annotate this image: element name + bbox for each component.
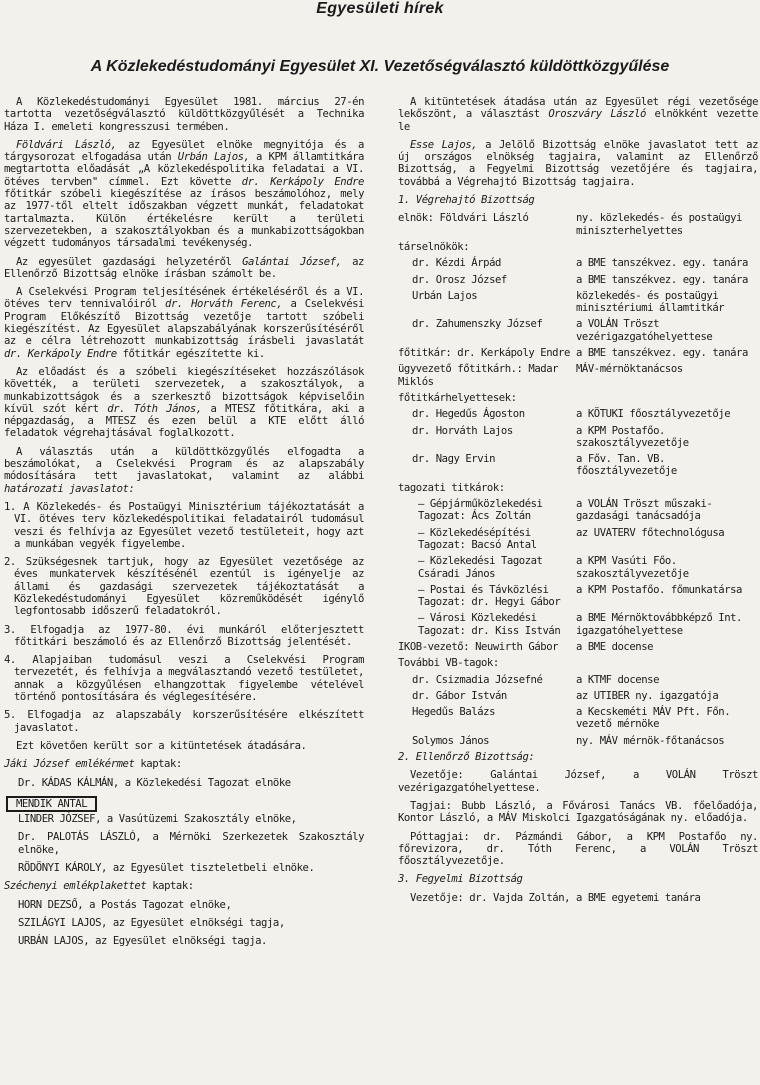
text-run: kaptak: [134,758,182,771]
vb-member-name: IKOB-vezető: Neuwirth Gábor [398,640,559,653]
vb-member-name: — Közlekedésépítési Tagozat: Bacsó Antal [418,526,537,551]
szechenyi-heading [4,880,364,892]
eb-heading: 2. Ellenőrző Bizottság: [398,751,535,764]
vb-member-role: ny. MÁV mérnök-főtanácsos [576,734,725,747]
vb-row [398,527,758,552]
vb-row [398,482,758,494]
vb-member-name: — Postai és Távközlési Tagozat: dr. Hegyi Gábor [418,583,561,609]
list-item: 4. Alapjaiban tudomásul veszi a Cselekvési Program tervezetét, és felhívja a megválasztandó vezető testületet, annak a közgyűlésen elhangzottak figyelembe vételével történő pontosítására és véglegesítésére. [4,654,364,704]
vb-member-name: főtitkárhelyettesek: [398,391,517,404]
paragraph-nomination [398,139,758,188]
vb-member-name: dr. Csizmadia Józsefné [412,673,543,686]
text-run: főtitkár szóbeli kiegészítése az írásos beszámolóhoz, mely az 1977-től eltelt időszakban végzett munkát, feladatokat tartalmazta. Külön értékelésre került a területi szervezetekben, a szakosztályokban és a munkabizottságokban végzett tudományos társadalmi tevékenység. [4,188,364,250]
paragraph-awards: Ezt követően került sor a kitüntetések átadására. [16,739,307,752]
text-run: kaptak: [146,880,194,893]
vb-member-name: Urbán Lajos [412,289,478,302]
text-run: a KPM államtitkára megtartotta előadását „A közlekedéspolitika feladatai a VI. ötéves tervben" címmel. Ezt követte [4,151,364,188]
list-item: 5. Elfogadja az alapszabály korszerűsítésére elkészített javaslatot. [4,709,364,734]
person-name: dr. Kerkápoly Endre [4,347,117,360]
vb-row [398,347,758,359]
vb-row [398,674,758,686]
award-recipient: Dr. KÁDAS KÁLMÁN, a Közlekedési Tagozat elnöke [18,776,291,789]
list-item: 3. Elfogadja az 1977-80. évi munkáról előterjesztett főtitkári beszámoló és az Ellenőrző Bizottság jelentését. [4,623,364,648]
text-run: elnökként vezette le [398,108,758,133]
paragraph-election [398,96,758,133]
vb-row [398,425,758,450]
person-name: Galántai József, [242,255,342,268]
vb-member-role: az UTIBER ny. igazgatója [576,689,719,702]
fb-heading: 3. Fegyelmi Bizottság [398,873,523,886]
vb-member-name: — Közlekedési Tagozat Csáradi János [418,555,543,580]
vb-row [398,555,758,580]
section-header: Egyesületi hírek [316,0,444,17]
person-name: dr. Horváth Ferenc, [165,298,283,311]
vb-row [398,290,758,315]
vb-member-role: a VOLÁN Tröszt műszaki-gazdasági tanácsadója [576,498,713,523]
vb-member-role: közlekedés- és postaügyi minisztériumi államtitkár [576,289,725,315]
vb-heading: 1. Végrehajtó Bizottság [398,194,535,207]
vb-member-role [576,657,758,669]
vb-member-role [576,392,758,404]
vb-member-role: a BME tanszékvez. egy. tanára [576,273,748,286]
vb-member-name: dr. Horváth Lajos [412,424,513,437]
vb-row [398,612,758,637]
vb-row [398,392,758,404]
paragraph-opening [4,139,364,250]
award-recipient: LINDER JÓZSEF, a Vasútüzemi Szakosztály elnöke, [18,813,297,826]
article-title: A Közlekedéstudományi Egyesület XI. Vezetőségválasztó küldöttközgyűlése [90,58,670,75]
vb-member-name: További VB-tagok: [398,657,499,670]
vb-member-name: társelnökök: [398,240,470,253]
text-run: a Cselekvési Program Előkészítő Bizottság vezetője tartott szóbeli kiegészítést. Az Egyesület alapszabályának korszerűsítéséről az e célra létrehozott munkabizottság írásbeli javaslatát [4,298,364,348]
award-name: Széchenyi emlékplakettet [4,880,147,893]
vb-member-role: a KTMF docense [576,673,659,686]
eb-line: Vezetője: Galántai József, a VOLÁN Tröszt vezérigazgatóhelyettese. [398,769,758,794]
vb-row [398,690,758,702]
person-name: dr. Tóth János, [107,402,202,415]
list-item: 2. Szükségesnek tartjuk, hogy az Egyesület vezetősége az éves munkatervek készítésénél ezentúl is igényelje az állami és gazdasági szervezetek tájékoztatását a Közlekedéstudományi Egyesület közreműködését igénylő legfontosabb időszerű feladatokról. [4,556,364,618]
text-run: A kitüntetések átadása után az Egyesület régi vezetősége lekőszönt, a választást [398,96,758,121]
vb-member-role: MÁV-mérnöktanácsos [576,363,683,376]
award-recipient: URBÁN LAJOS, az Egyesület elnökségi tagja. [18,935,267,948]
vb-member-name: dr. Orosz József [412,273,507,286]
person-name: Oroszváry László [548,108,646,121]
person-name: Földvári László, [16,138,117,151]
fb-line: Vezetője: dr. Vajda Zoltán, a BME egyetemi tanára [410,891,701,904]
vb-row [398,498,758,523]
award-recipient: SZILÁGYI LAJOS, az Egyesület elnökségi tagja, [18,916,285,929]
text-run: a MTESZ főtitkára, aki a népgazdaság, a MTESZ és ezen belül a KTE előtt álló feladatok végrehajtásával foglalkozott. [4,402,365,440]
text-run: a Jelölő Bizottság elnöke javaslatot tett az új országos elnökség tagjaira, valamint az Ellenőrző Bizottság, a Fegyelmi Bizottság vezetőjére és tagjaira, továbbá a Végrehajtó Bizottság tagjaira. [398,138,758,188]
vb-member-role: a BME tanszékvez. egy. tanára [576,257,748,270]
eb-line: Póttagjai: dr. Pázmándi Gábor, a KPM Postafőo ny. főrevizora, dr. Tóth Ferenc, a VOLÁN Tröszt főosztályvezetője. [398,830,758,868]
vb-member-name: Hegedűs Balázs [412,706,495,719]
text-run: A Cselekvési Program teljesítésének értékeléséről és a VI. ötéves terv tennivalóiról [4,286,364,311]
vb-member-name: — Gépjárműközlekedési Tagozat: Ács Zoltán [418,498,543,523]
vb-member-name: dr. Kézdi Árpád [412,257,501,270]
vb-row [398,706,758,731]
paragraph-economy [4,256,364,281]
vb-row [398,408,758,420]
vb-member-role: a BME docense [576,640,654,653]
vb-member-role: a Főv. Tan. VB. főosztályvezetője [576,453,677,478]
text-run: az Ellenőrző Bizottság elnöke írásban számolt be. [4,255,364,280]
vb-member-role: a KPM Vasúti Főo. szakosztályvezetője [576,555,689,580]
vb-row [398,274,758,286]
list-item: 1. A Közlekedés- és Postaügyi Minisztérium tájékoztatását a VI. ötéves terv közlekedéspolitikai feladatairól tudomásul veszi és felhívja az Egyesület vezető testületeit, hogy azt a munkában vegyék figyelembe. [4,500,364,550]
vb-row [398,212,758,237]
vb-list [398,212,758,747]
vb-row [398,584,758,609]
vb-member-role: a KPM Postafőo. főmunkatársa [576,583,742,596]
vb-member-role: a KÖTUKI főosztályvezetője [576,408,731,421]
vb-member-role: a BME tanszékvez. egy. tanára [576,347,748,360]
vb-member-name: dr. Gábor István [412,689,507,702]
person-name: dr. Kerkápoly Endre [241,175,364,188]
jaki-heading [4,758,364,770]
vb-member-name: tagozati titkárok: [398,481,505,494]
text-run: Az előadást és a szóbeli kiegészítéseket hozzászólások követték, a területi szervezetek, a szakosztályok, a munkabizottságok és a szerkesztő bizottságok képviselőin kívül szót kért [4,365,364,415]
vb-member-name: dr. Hegedűs Ágoston [412,408,525,421]
award-recipient: HORN DEZSŐ, a Postás Tagozat elnöke, [18,898,232,911]
text-run: A választás után a küldöttközgyűlés elfogadta a beszámolókat, a Cselekvési Program és az alapszabály módosítására tett javaslatokat, valamint az alábbi [4,445,364,483]
vb-member-role: ny. közlekedés- és postaügyi miniszterhelyettes [576,212,742,237]
vb-row [398,453,758,478]
vb-member-name: dr. Zahumenszky József [412,318,543,331]
vb-member-role: a Kecskeméti MÁV Pft. Főn. vezető mérnöke [576,706,731,731]
vb-member-role [576,482,758,494]
paragraph-program [4,286,364,360]
award-recipient: RÖDÖNYI KÁROLY, az Egyesület tiszteletbeli elnöke. [18,862,315,875]
vb-row [398,257,758,269]
vb-row [398,641,758,653]
vb-member-role: az UVATERV főtechnológusa [576,526,725,539]
text-run: az Egyesület elnöke megnyitója és a tárgysorozat elfogadása után [4,138,364,164]
paragraph-intro: A Közlekedéstudományi Egyesület 1981. március 27-én tartotta vezetőségválasztó küldöttközgyűlését a Technika Háza I. emeleti kongresszusi termében. [4,96,364,133]
award-name: Jáki József emlékérmet [4,758,135,771]
eb-line: Tagjai: Bubb László, a Fővárosi Tanács VB. főelőadója, Kontor László, a MÁV Miskolci Igazgatóságának ny. előadója. [398,799,758,825]
left-column [4,96,364,954]
right-column [398,96,758,910]
vb-row [398,657,758,669]
resolution-heading: határozati javaslatot: [4,482,135,495]
vb-member-name: ügyvezető főtitkárh.: Madar Miklós [398,363,559,388]
vb-member-name: dr. Nagy Ervin [412,453,495,466]
person-name: Urbán Lajos, [177,151,250,164]
award-recipient: Dr. PALOTÁS LÁSZLÓ, a Mérnöki Szerkezetek Szakosztály elnöke, [18,831,364,856]
text-run: Az egyesület gazdasági helyzetéről [16,255,243,268]
vb-row [398,735,758,747]
vb-member-role [576,241,758,253]
vb-member-role: a BME Mérnöktovábbképző Int. igazgatóhelyettese [576,612,742,637]
person-name: Esse Lajos, [410,138,478,151]
vb-member-role: a VOLÁN Tröszt vezérigazgatóhelyettese [576,318,713,343]
vb-member-name: elnök: Földvári László [398,212,529,225]
vb-row [398,241,758,253]
vb-member-role: a KPM Postafőo. szakosztályvezetője [576,424,689,449]
vb-row [398,318,758,343]
paragraph-discussion [4,366,364,440]
vb-member-name: — Városi Közlekedési Tagozat: dr. Kiss István [418,612,561,637]
vb-member-name: Solymos János [412,734,490,747]
award-recipient-boxed: MENDIK ANTAL [6,796,97,812]
paragraph-resolution-intro [4,446,364,495]
vb-row [398,363,758,388]
vb-member-name: főtitkár: dr. Kerkápoly Endre [398,347,570,360]
resolution-list [4,501,364,734]
text-run: főtitkár egészítette ki. [116,347,265,360]
